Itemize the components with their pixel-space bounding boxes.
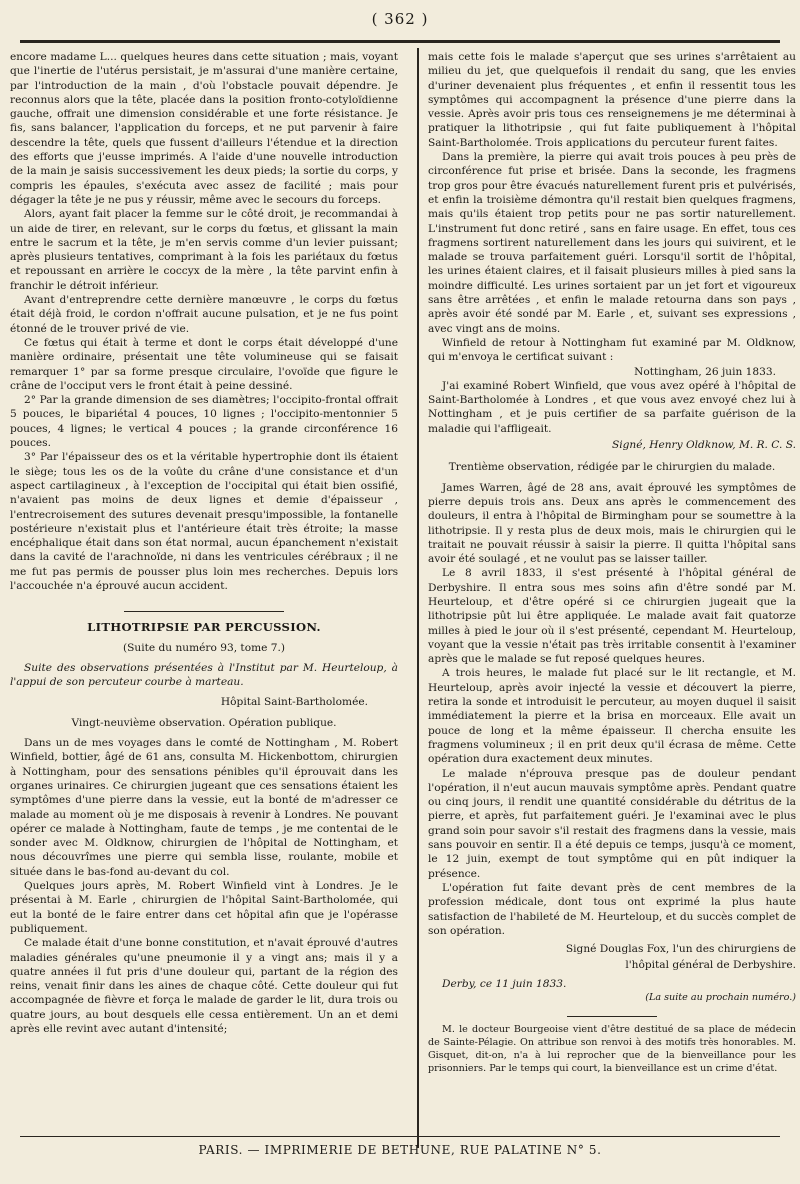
- signature: Signé, Henry Oldknow, M. R. C. S.: [611, 439, 796, 452]
- left-column: [10, 50, 398, 1036]
- paragraph: Quelques jours après, M. Robert Winfield vint à Londres. Je le présentai à M. Earle , chirurgien de l'hôpital Saint-Bartholomée, qui eut la bonté de le faire entrer dans cet hôpital afin que je l'opérasse publiquement.: [10, 880, 398, 935]
- observation-title: Trentième observation, rédigée par le chirurgien du malade.: [448, 461, 776, 474]
- paragraph: Alors, ayant fait placer la femme sur le côté droit, je recommandai à un aide de tirer, en relevant, sur le corps du fœtus, et glissant la main entre le sacrum et la tête, je m'en servis comme d'un levier puissant; après plusieurs tentatives, comprimant à la fois les pariétaux du fœtus et repoussant en arrière le coccyx de la mère , la tête parvint enfin à franchir le détroit inférieur.: [10, 208, 398, 292]
- hospital-name: Hôpital Saint-Bartholomée.: [220, 696, 368, 709]
- letter-date: Derby, ce 11 juin 1833.: [442, 977, 567, 990]
- top-rule: [20, 40, 780, 43]
- paragraph: James Warren, âgé de 28 ans, avait éprouvé les symptômes de pierre depuis trois ans. Deux ans après le commencement des douleurs, il entra à l'hôpital de Birmingham pour se soumettre à la lithotripsie. Il y resta plus de deux mois, mais le chirurgien qui le traitait ne pouvait réussir à saisir la pierre. Il quitta l'hôpital sans avoir été soulagé , et ne voulut pas se laisser tailler.: [428, 481, 796, 566]
- paragraph: J'ai examiné Robert Winfield, que vous avez opéré à l'hôpital de Saint-Bartholomée à Londres , et que vous avez envoyé chez lui à Nottingham , et je puis certifier de sa parfaite guérison de la maladie qui l'affligeait.: [428, 379, 796, 435]
- paragraph: Avant d'entreprendre cette dernière manœuvre , le corps du fœtus était déjà froid, le cordon n'offrait aucune pulsation, et je ne fus point étonné de le trouver privé de vie.: [10, 294, 398, 335]
- paragraph: Le malade n'éprouva presque pas de douleur pendant l'opération, il n'eut aucun mauvais symptôme après. Pendant quatre ou cinq jours, il rendit une quantité considérable du détritus de la pierre, et après, fut parfaitement guéri. Je l'examinai avec le plus grand soin pour savoir s'il restait des fragmens dans la vessie, mais sans pouvoir en sentir. Il a été depuis ce temps, jusqu'à ce moment, le 12 juin, exempt de tout symptôme qui en pût indiquer la présence.: [428, 767, 796, 880]
- signature: Signé Douglas Fox, l'un des chirurgiens de: [565, 943, 796, 956]
- paragraph: 3° Par l'épaisseur des os et la véritable hypertrophie dont ils étaient le siège; tous les os de la voûte du crâne d'une consistance et d'un aspect cartilagineux , à l'exception de l'occipital qui était bien ossifié, n'avaient pas moins de deux lignes et demie d'épaisseur , l'entrecroisement des sutures devenait presqu'impossible, la fontanelle postérieure n'existait plus et l'antérieure était très étroite; la masse encéphalique était dans son état normal, aucun épanchement n'existait dans la cavité de l'arachnoïde, ni dans les ventricules cérébraux ; il ne me fut pas permis de pousser plus loin mes recherches. Depuis lors l'accouchée n'a éprouvé aucun accident.: [10, 451, 398, 592]
- right-column: [428, 50, 796, 1075]
- printer-footer: PARIS. — IMPRIMERIE DE BETHUNE, RUE PALATINE N° 5.: [198, 1143, 602, 1157]
- paragraph: Winfield de retour à Nottingham fut examiné par M. Oldknow, qui m'envoya le certificat suivant :: [428, 336, 796, 364]
- paragraph: Ce malade était d'une bonne constitution, et n'avait éprouvé d'autres maladies générales qu'une pneumonie il y a vingt ans; mais il y a quatre années il fut pris d'une douleur qui, partant de la région des reins, venait finir dans les aines de chaque côté. Cette douleur qui fut accompagnée de fièvre et força le malade de garder le lit, dura trois ou quatre jours, au bout desquels elle cessa entièrement. Un an et demi après elle revint avec autant d'intensité;: [10, 937, 398, 1035]
- article-subtitle: Suite des observations présentées à l'Institut par M. Heurteloup, à l'appui de son percuteur courbe à marteau.: [10, 661, 398, 689]
- signature: l'hôpital général de Derbyshire.: [625, 959, 796, 972]
- paragraph: mais cette fois le malade s'aperçut que ses urines s'arrêtaient au milieu du jet, que quelquefois il rendait du sang, que les envies d'uriner devenaient plus fréquentes , et enfin il ressentit tous les symptômes qui accompagnent la présence d'une pierre dans la vessie. Après avoir pris tous ces renseignemens je me déterminai à pratiquer la lithotripsie , qui fut faite publiquement à l'hôpital Saint-Bartholomée. Trois applications du percuteur furent faites.: [428, 51, 796, 149]
- paragraph: Le 8 avril 1833, il s'est présenté à l'hôpital général de Derbyshire. Il entra sous mes soins afin d'être sondé par M. Heurteloup, et d'être opéré si ce chirurgien jugeait que la lithotripsie pût lui être appliquée. Le malade avait fait quatorze milles à pied le jour où il s'est présenté, cependant M. Heurteloup, voyant que la vessie n'était pas très irritable consentit à l'examiner après que le malade se fut reposé quelques heures.: [428, 567, 796, 666]
- column-divider: [417, 48, 419, 1148]
- continued-note: (La suite au prochain numéro.): [645, 992, 796, 1003]
- letter-date: Nottingham, 26 juin 1833.: [634, 365, 776, 378]
- paragraph: Dans la première, la pierre qui avait trois pouces à peu près de circonférence fut prise et brisée. Dans la seconde, les fragmens trop gros pour être évacués naturellement furent pris et pulvérisés, et enfin la troisième démontra qu'il restait bien quelques fragmens, mais qu'ils étaient trop petits pour ne pas sortir naturellement. L'instrument fut donc retiré , sans en faire usage. En effet, tous ces fragmens sortirent naturellement dans les jours qui suivirent, et le malade se trouva parfaitement guéri. Lorsqu'il sortit de l'hôpital, les urines étaient claires, et il faisait plusieurs milles à pied sans la moindre difficulté. Les urines sortaient par un jet fort et vigoureux sans être arrêtées , et enfin le malade retourna dans son pays , après avoir été sondé par M. Earle , et, suivant ses expressions , avec vingt ans de moins.: [428, 151, 796, 335]
- paragraph: Ce fœtus qui était à terme et dont le corps était développé d'une manière ordinaire, présentait une tête volumineuse qui se faisait remarquer 1° par sa forme presque circulaire, l'ovoïde que figure le crâne de l'occiput vers le front était à peine dessiné.: [10, 336, 398, 392]
- paragraph: Dans un de mes voyages dans le comté de Nottingham , M. Robert Winfield, bottier, âgé de 61 ans, consulta M. Hickenbottom, chirurgien à Nottingham, pour des sensations pénibles qu'il éprouvait dans les organes urinaires. Ce chirurgien jugeant que ces sensations étaient les symptômes d'une pierre dans la vessie, eut la bonté de m'adresser ce malade au moment où je me disposais à revenir à Londres. Ne pouvant opérer ce malade à Nottingham, faute de temps , je me contentai de le sonder avec M. Oldknow, chirurgien de l'hôpital de Nottingham, et nous découvrîmes une pierre qui sembla lisse, roulante, mobile et située dans le bas-fond au-devant du col.: [10, 737, 398, 878]
- page-number: ( 362 ): [371, 10, 429, 28]
- section-separator: [567, 1016, 657, 1017]
- bottom-rule: [20, 1136, 780, 1137]
- paragraph: A trois heures, le malade fut placé sur le lit rectangle, et M. Heurteloup, après avoir injecté la vessie et découvert la pierre, retira la sonde et introduisit le percuteur, au moyen duquel il saisit immédiatement la pierre et la brisa en morceaux. Elle avait un pouce de long et la même épaisseur. Il chercha ensuite les fragmens volumineux ; il en prit deux qu'il écrasa de même. Cette opération dura exactement deux minutes.: [428, 667, 796, 766]
- section-separator: [124, 611, 284, 612]
- section-title: LITHOTRIPSIE PAR PERCUSSION.: [87, 620, 321, 635]
- suite-note: (Suite du numéro 93, tome 7.): [122, 641, 285, 654]
- news-note: M. le docteur Bourgeoise vient d'être destitué de sa place de médecin de Sainte-Pélagie. On attribue son renvoi à des motifs très honorables. M. Gisquet, dit-on, n'a à lui reprocher que de la bienveillance pour les prisonniers. Par le temps qui court, la bienveillance est un crime d'état.: [428, 1024, 796, 1074]
- observation-title: Vingt-neuvième observation. Opération publique.: [71, 716, 337, 729]
- paragraph: encore madame L... quelques heures dans cette situation ; mais, voyant que l'inertie de l'utérus persistait, je m'assurai d'une manière certaine, par l'introduction de la main , d'où l'obstacle pouvait dépendre. Je reconnus alors que la tête, placée dans la position fronto-cotyloïdienne gauche, offrait une dimension considérable et une forte résistance. Je fis, sans balancer, l'application du forceps, et ne put parvenir à faire descendre la tête, quels que fussent d'ailleurs l'étendue et la direction des efforts que j'eusse imprimés. A l'aide d'une nouvelle introduction de la main je saisis successivement les deux pieds; la sortie du corps, y compris les épaules, s'exécuta avec assez de facilité ; mais pour dégager la tête je ne pus y réussir, même avec le secours du forceps.: [10, 51, 398, 206]
- paragraph: L'opération fut faite devant près de cent membres de la profession médicale, dont tous ont exprimé la plus haute satisfaction de l'habileté de M. Heurteloup, et du succès complet de son opération.: [428, 881, 796, 937]
- paragraph: 2° Par la grande dimension de ses diamètres; l'occipito-frontal offrait 5 pouces, le bipariétal 4 pouces, 10 lignes ; l'occipito-mentonnier 5 pouces, 4 lignes; le vertical 4 pouces ; la grande circonférence 16 pouces.: [10, 394, 398, 450]
